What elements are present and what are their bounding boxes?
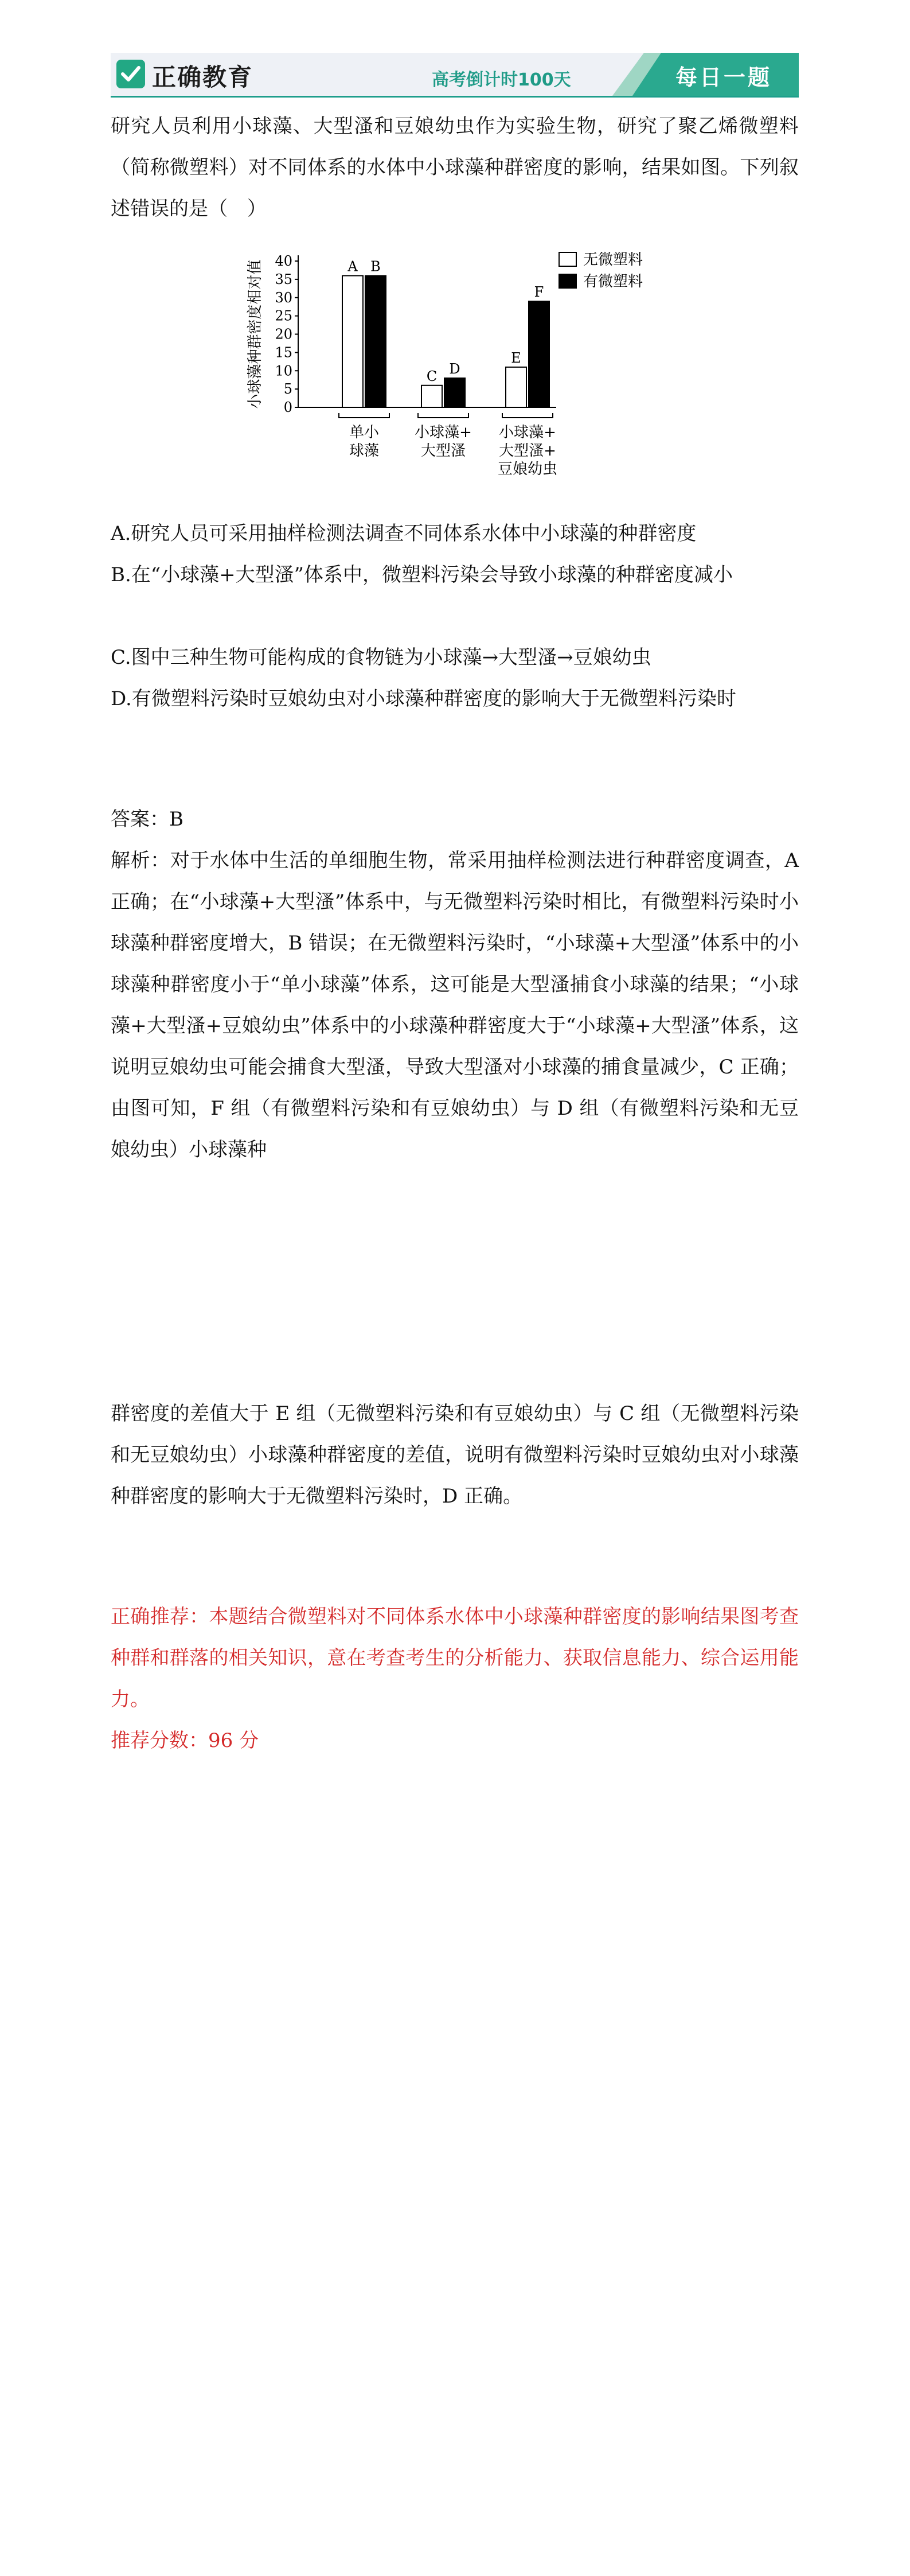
y-tick-label: 15 (275, 344, 292, 361)
bar-label: C (426, 368, 438, 384)
daily-question-tag (601, 53, 799, 96)
y-tick-label: 5 (283, 381, 292, 398)
category-label: 球藻 (349, 442, 380, 460)
option-d: D.有微塑料污染时豆娘幼虫对小球藻种群密度的影响大于无微塑料污染时 (111, 687, 736, 710)
category-bracket (418, 413, 468, 418)
category-label: 小球藻+ (499, 424, 556, 441)
header-banner (111, 53, 799, 98)
bar-E (506, 367, 526, 407)
legend-label: 有微塑料 (583, 273, 643, 290)
category-label: 大型溞+ (499, 442, 556, 460)
category-label: 单小 (349, 424, 380, 441)
bar-F (529, 301, 549, 407)
analysis-part-2: 群密度的差值大于 E 组（无微塑料污染和有豆娘幼虫）与 C 组（无微塑料污染和无豆娘幼虫）小球藻种群密度的差值，说明有微塑料污染时豆娘幼虫对小球藻种群密度的影响大于无微塑料污染时，D 正确。 (111, 1402, 799, 1508)
category-bracket (339, 413, 389, 418)
y-tick-label: 30 (275, 289, 292, 306)
brand-name: 正确教育 (152, 63, 253, 91)
analysis-part-1: 解析：对于水体中生活的单细胞生物，常采用抽样检测法进行种群密度调查，A 正确；在“小球藻+大型溞”体系中，与无微塑料污染时相比，有微塑料污染时小球藻种群密度增大，B 错误；在无微塑料污染时，“小球藻+大型溞”体系中的小球藻种群密度小于“单小球藻”体系，这可能是大型溞捕食小球藻的结果；“小球藻+大型溞+豆娘幼虫”体系中的小球藻种群密度大于“小球藻+大型溞”体系，这说明豆娘幼虫可能会捕食大型溞，导致大型溞对小球藻的捕食量减少，C 正确；由图可知，F 组（有微塑料污染和有豆娘幼虫）与 D 组（有微塑料污染和无豆娘幼虫）小球藻种 (111, 849, 799, 1161)
bar-label: E (511, 349, 521, 366)
category-label: 大型溞 (420, 442, 466, 460)
bar-chart (238, 235, 674, 505)
y-tick-label: 10 (275, 363, 292, 379)
option-a: A.研究人员可采用抽样检测法调查不同体系水体中小球藻的种群密度 (111, 522, 697, 545)
legend-swatch (559, 252, 576, 266)
legend-label: 无微塑料 (583, 251, 643, 269)
question-stem: 研究人员利用小球藻、大型溞和豆娘幼虫作为实验生物，研究了聚乙烯微塑料（简称微塑料）对不同体系的水体中小球藻种群密度的影响，结果如图。下列叙述错误的是（ ） (111, 115, 799, 220)
legend-swatch (559, 274, 576, 288)
category-bracket (502, 413, 553, 418)
bar-label: D (449, 361, 460, 377)
category-label: 小球藻+ (415, 424, 472, 441)
daily-question-label: 每日一题 (675, 65, 772, 90)
check-logo-icon (116, 60, 145, 88)
bar-C (421, 386, 442, 407)
y-tick-label: 20 (275, 326, 292, 343)
bar-label: B (370, 258, 381, 275)
y-tick-label: 0 (283, 399, 292, 415)
bar-label: A (347, 258, 358, 275)
option-c: C.图中三种生物可能构成的食物链为小球藻→大型溞→豆娘幼虫 (111, 646, 651, 669)
exam-countdown: 高考倒计时100天 (432, 70, 571, 90)
bar-A (342, 276, 363, 408)
answer-label: 答案：B (111, 808, 183, 831)
recommendation-score: 推荐分数：96 分 (111, 1729, 259, 1752)
option-b: B.在“小球藻+大型溞”体系中，微塑料污染会导致小球藻的种群密度减小 (111, 563, 733, 586)
y-tick-label: 40 (275, 253, 292, 269)
bar-D (444, 378, 465, 407)
recommendation-text: 正确推荐：本题结合微塑料对不同体系水体中小球藻种群密度的影响结果图考查种群和群落的相关知识，意在考查考生的分析能力、获取信息能力、综合运用能力。 (111, 1605, 799, 1711)
y-tick-label: 35 (275, 271, 292, 287)
y-tick-label: 25 (275, 308, 292, 324)
bar-label: F (534, 284, 544, 301)
bar-B (365, 276, 386, 408)
category-label: 豆娘幼虫 (497, 461, 558, 478)
y-axis-title: 小球藻种群密度相对值 (247, 259, 264, 409)
